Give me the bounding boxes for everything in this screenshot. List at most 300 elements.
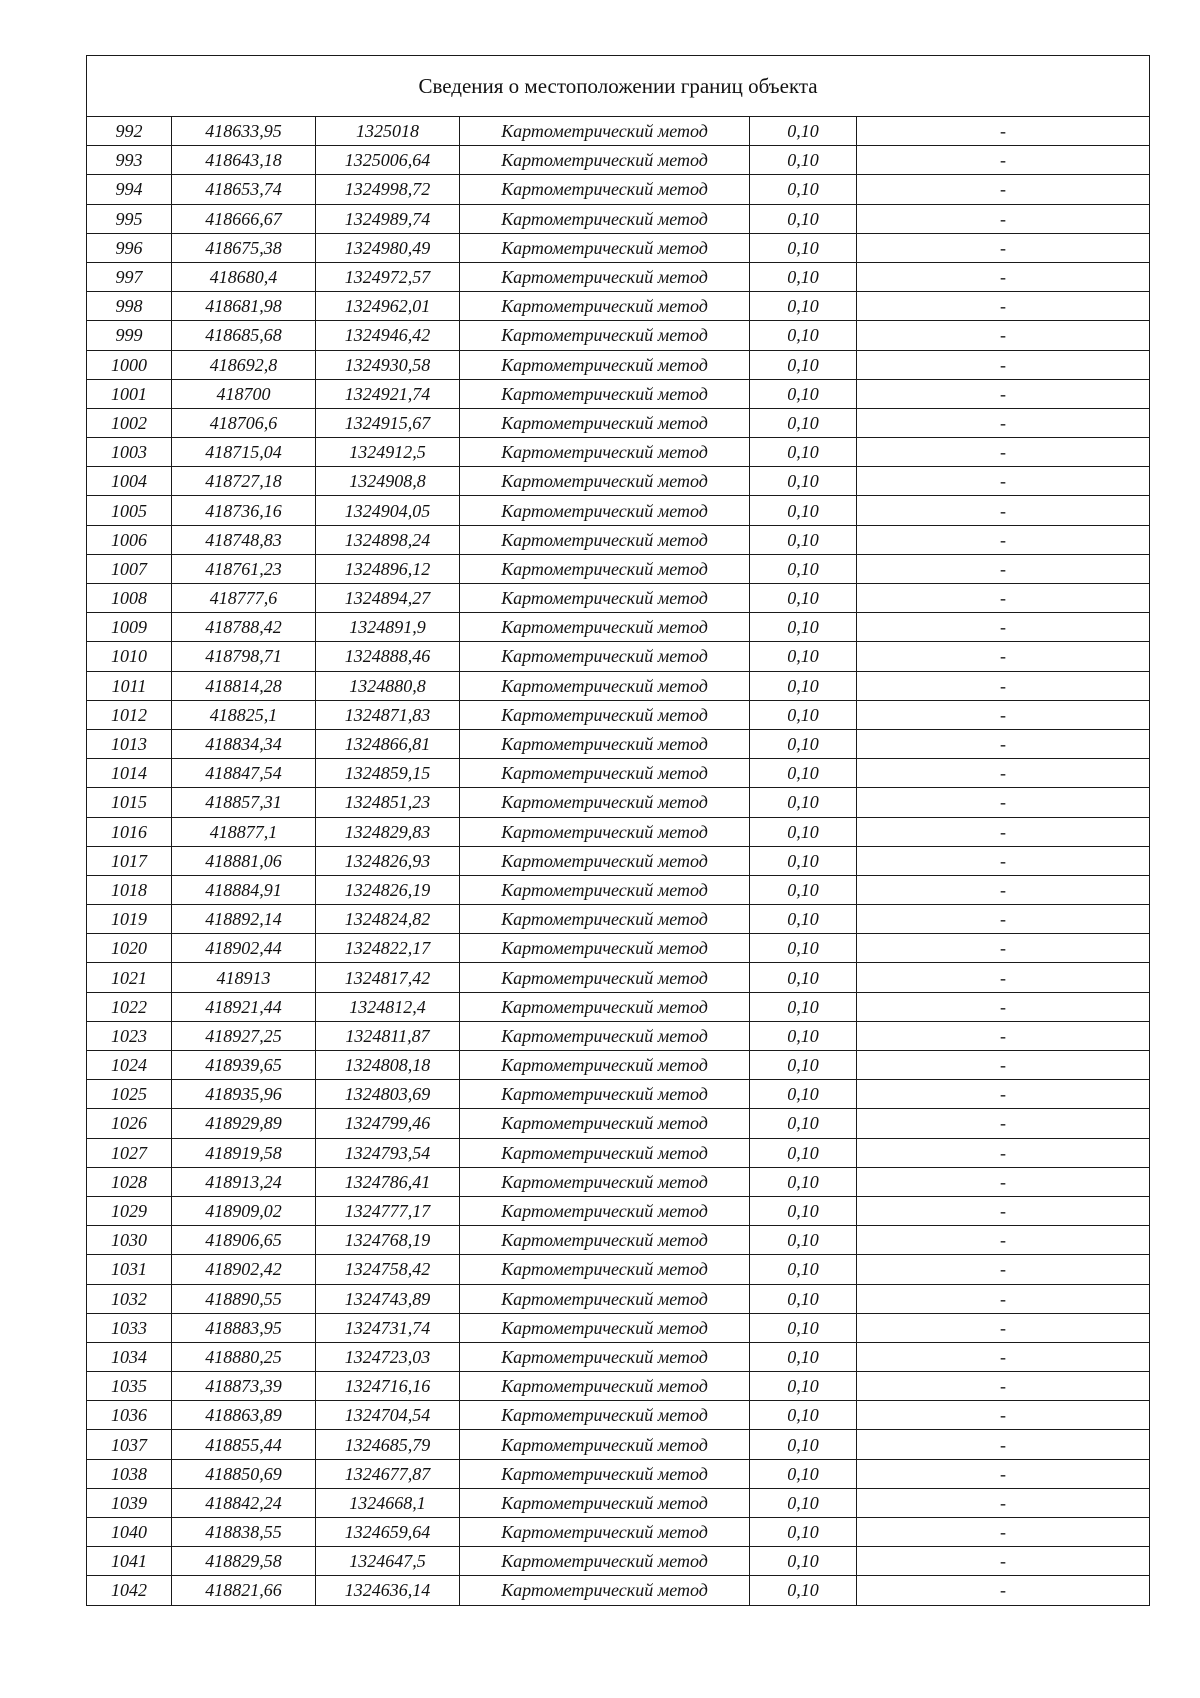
method-cell: Картометрический метод bbox=[460, 1167, 750, 1196]
description-cell: - bbox=[857, 554, 1150, 583]
x-coordinate-cell: 418761,23 bbox=[172, 554, 316, 583]
y-coordinate-cell: 1324904,05 bbox=[316, 496, 460, 525]
accuracy-cell: 0,10 bbox=[750, 1051, 857, 1080]
description-cell: - bbox=[857, 1109, 1150, 1138]
method-cell: Картометрический метод bbox=[460, 1459, 750, 1488]
description-cell: - bbox=[857, 175, 1150, 204]
point-number-cell: 1007 bbox=[87, 554, 172, 583]
description-cell: - bbox=[857, 1576, 1150, 1605]
description-cell: - bbox=[857, 1051, 1150, 1080]
method-cell: Картометрический метод bbox=[460, 175, 750, 204]
accuracy-cell: 0,10 bbox=[750, 408, 857, 437]
accuracy-cell: 0,10 bbox=[750, 1080, 857, 1109]
point-number-cell: 1041 bbox=[87, 1547, 172, 1576]
accuracy-cell: 0,10 bbox=[750, 963, 857, 992]
accuracy-cell: 0,10 bbox=[750, 613, 857, 642]
accuracy-cell: 0,10 bbox=[750, 1430, 857, 1459]
x-coordinate-cell: 418913,24 bbox=[172, 1167, 316, 1196]
x-coordinate-cell: 418913 bbox=[172, 963, 316, 992]
method-cell: Картометрический метод bbox=[460, 963, 750, 992]
accuracy-cell: 0,10 bbox=[750, 846, 857, 875]
y-coordinate-cell: 1324894,27 bbox=[316, 584, 460, 613]
table-row bbox=[87, 759, 1150, 788]
point-number-cell: 1006 bbox=[87, 525, 172, 554]
accuracy-cell: 0,10 bbox=[750, 1342, 857, 1371]
x-coordinate-cell: 418643,18 bbox=[172, 146, 316, 175]
method-cell: Картометрический метод bbox=[460, 292, 750, 321]
y-coordinate-cell: 1324731,74 bbox=[316, 1313, 460, 1342]
y-coordinate-cell: 1324786,41 bbox=[316, 1167, 460, 1196]
method-cell: Картометрический метод bbox=[460, 992, 750, 1021]
description-cell: - bbox=[857, 759, 1150, 788]
table-row bbox=[87, 963, 1150, 992]
description-cell: - bbox=[857, 379, 1150, 408]
accuracy-cell: 0,10 bbox=[750, 1284, 857, 1313]
x-coordinate-cell: 418675,38 bbox=[172, 233, 316, 262]
y-coordinate-cell: 1324685,79 bbox=[316, 1430, 460, 1459]
method-cell: Картометрический метод bbox=[460, 379, 750, 408]
description-cell: - bbox=[857, 817, 1150, 846]
point-number-cell: 1014 bbox=[87, 759, 172, 788]
point-number-cell: 1023 bbox=[87, 1021, 172, 1050]
y-coordinate-cell: 1324989,74 bbox=[316, 204, 460, 233]
x-coordinate-cell: 418777,6 bbox=[172, 584, 316, 613]
description-cell: - bbox=[857, 642, 1150, 671]
table-row bbox=[87, 350, 1150, 379]
accuracy-cell: 0,10 bbox=[750, 467, 857, 496]
accuracy-cell: 0,10 bbox=[750, 817, 857, 846]
point-number-cell: 1012 bbox=[87, 700, 172, 729]
y-coordinate-cell: 1324824,82 bbox=[316, 905, 460, 934]
accuracy-cell: 0,10 bbox=[750, 1167, 857, 1196]
method-cell: Картометрический метод bbox=[460, 467, 750, 496]
description-cell: - bbox=[857, 1138, 1150, 1167]
y-coordinate-cell: 1324803,69 bbox=[316, 1080, 460, 1109]
point-number-cell: 1001 bbox=[87, 379, 172, 408]
method-cell: Картометрический метод bbox=[460, 817, 750, 846]
table-row bbox=[87, 1109, 1150, 1138]
method-cell: Картометрический метод bbox=[460, 1284, 750, 1313]
table-row bbox=[87, 613, 1150, 642]
y-coordinate-cell: 1324793,54 bbox=[316, 1138, 460, 1167]
table-row bbox=[87, 438, 1150, 467]
point-number-cell: 1008 bbox=[87, 584, 172, 613]
x-coordinate-cell: 418892,14 bbox=[172, 905, 316, 934]
x-coordinate-cell: 418929,89 bbox=[172, 1109, 316, 1138]
description-cell: - bbox=[857, 963, 1150, 992]
x-coordinate-cell: 418863,89 bbox=[172, 1401, 316, 1430]
point-number-cell: 1035 bbox=[87, 1372, 172, 1401]
table-row bbox=[87, 642, 1150, 671]
description-cell: - bbox=[857, 1196, 1150, 1225]
x-coordinate-cell: 418681,98 bbox=[172, 292, 316, 321]
table-row bbox=[87, 1518, 1150, 1547]
description-cell: - bbox=[857, 117, 1150, 146]
table-row bbox=[87, 1313, 1150, 1342]
method-cell: Картометрический метод bbox=[460, 262, 750, 291]
table-row bbox=[87, 233, 1150, 262]
table-title-row bbox=[87, 56, 1150, 117]
description-cell: - bbox=[857, 729, 1150, 758]
x-coordinate-cell: 418919,58 bbox=[172, 1138, 316, 1167]
description-cell: - bbox=[857, 671, 1150, 700]
point-number-cell: 1016 bbox=[87, 817, 172, 846]
point-number-cell: 1028 bbox=[87, 1167, 172, 1196]
y-coordinate-cell: 1324930,58 bbox=[316, 350, 460, 379]
x-coordinate-cell: 418890,55 bbox=[172, 1284, 316, 1313]
x-coordinate-cell: 418825,1 bbox=[172, 700, 316, 729]
method-cell: Картометрический метод bbox=[460, 496, 750, 525]
description-cell: - bbox=[857, 467, 1150, 496]
point-number-cell: 1013 bbox=[87, 729, 172, 758]
description-cell: - bbox=[857, 905, 1150, 934]
y-coordinate-cell: 1324898,24 bbox=[316, 525, 460, 554]
point-number-cell: 998 bbox=[87, 292, 172, 321]
point-number-cell: 1024 bbox=[87, 1051, 172, 1080]
table-title: Сведения о местоположении границ объекта bbox=[87, 56, 1150, 117]
accuracy-cell: 0,10 bbox=[750, 1021, 857, 1050]
x-coordinate-cell: 418798,71 bbox=[172, 642, 316, 671]
description-cell: - bbox=[857, 233, 1150, 262]
table-row bbox=[87, 1342, 1150, 1371]
y-coordinate-cell: 1325006,64 bbox=[316, 146, 460, 175]
boundary-coordinates-table bbox=[86, 55, 1150, 1606]
point-number-cell: 1011 bbox=[87, 671, 172, 700]
accuracy-cell: 0,10 bbox=[750, 1488, 857, 1517]
description-cell: - bbox=[857, 204, 1150, 233]
method-cell: Картометрический метод bbox=[460, 204, 750, 233]
y-coordinate-cell: 1324768,19 bbox=[316, 1226, 460, 1255]
accuracy-cell: 0,10 bbox=[750, 875, 857, 904]
accuracy-cell: 0,10 bbox=[750, 1196, 857, 1225]
table-row bbox=[87, 204, 1150, 233]
accuracy-cell: 0,10 bbox=[750, 1459, 857, 1488]
x-coordinate-cell: 418873,39 bbox=[172, 1372, 316, 1401]
x-coordinate-cell: 418883,95 bbox=[172, 1313, 316, 1342]
point-number-cell: 1017 bbox=[87, 846, 172, 875]
accuracy-cell: 0,10 bbox=[750, 1372, 857, 1401]
table-row bbox=[87, 934, 1150, 963]
method-cell: Картометрический метод bbox=[460, 905, 750, 934]
x-coordinate-cell: 418727,18 bbox=[172, 467, 316, 496]
description-cell: - bbox=[857, 788, 1150, 817]
point-number-cell: 1018 bbox=[87, 875, 172, 904]
point-number-cell: 1034 bbox=[87, 1342, 172, 1371]
table-row bbox=[87, 1167, 1150, 1196]
description-cell: - bbox=[857, 146, 1150, 175]
method-cell: Картометрический метод bbox=[460, 642, 750, 671]
table-row bbox=[87, 292, 1150, 321]
table-row bbox=[87, 1284, 1150, 1313]
description-cell: - bbox=[857, 700, 1150, 729]
description-cell: - bbox=[857, 408, 1150, 437]
accuracy-cell: 0,10 bbox=[750, 496, 857, 525]
method-cell: Картометрический метод bbox=[460, 438, 750, 467]
y-coordinate-cell: 1324962,01 bbox=[316, 292, 460, 321]
y-coordinate-cell: 1324758,42 bbox=[316, 1255, 460, 1284]
table-row bbox=[87, 408, 1150, 437]
method-cell: Картометрический метод bbox=[460, 1547, 750, 1576]
x-coordinate-cell: 418715,04 bbox=[172, 438, 316, 467]
method-cell: Картометрический метод bbox=[460, 1488, 750, 1517]
table-row bbox=[87, 467, 1150, 496]
y-coordinate-cell: 1324822,17 bbox=[316, 934, 460, 963]
x-coordinate-cell: 418842,24 bbox=[172, 1488, 316, 1517]
point-number-cell: 1015 bbox=[87, 788, 172, 817]
x-coordinate-cell: 418939,65 bbox=[172, 1051, 316, 1080]
accuracy-cell: 0,10 bbox=[750, 992, 857, 1021]
method-cell: Картометрический метод bbox=[460, 525, 750, 554]
method-cell: Картометрический метод bbox=[460, 1226, 750, 1255]
description-cell: - bbox=[857, 1255, 1150, 1284]
x-coordinate-cell: 418821,66 bbox=[172, 1576, 316, 1605]
accuracy-cell: 0,10 bbox=[750, 233, 857, 262]
point-number-cell: 1025 bbox=[87, 1080, 172, 1109]
method-cell: Картометрический метод bbox=[460, 846, 750, 875]
description-cell: - bbox=[857, 1167, 1150, 1196]
description-cell: - bbox=[857, 992, 1150, 1021]
accuracy-cell: 0,10 bbox=[750, 700, 857, 729]
y-coordinate-cell: 1324998,72 bbox=[316, 175, 460, 204]
description-cell: - bbox=[857, 1430, 1150, 1459]
method-cell: Картометрический метод bbox=[460, 233, 750, 262]
x-coordinate-cell: 418814,28 bbox=[172, 671, 316, 700]
table-row bbox=[87, 117, 1150, 146]
table-row bbox=[87, 992, 1150, 1021]
method-cell: Картометрический метод bbox=[460, 321, 750, 350]
method-cell: Картометрический метод bbox=[460, 1518, 750, 1547]
method-cell: Картометрический метод bbox=[460, 875, 750, 904]
y-coordinate-cell: 1324946,42 bbox=[316, 321, 460, 350]
method-cell: Картометрический метод bbox=[460, 1255, 750, 1284]
method-cell: Картометрический метод bbox=[460, 729, 750, 758]
y-coordinate-cell: 1324826,19 bbox=[316, 875, 460, 904]
point-number-cell: 1040 bbox=[87, 1518, 172, 1547]
accuracy-cell: 0,10 bbox=[750, 1401, 857, 1430]
accuracy-cell: 0,10 bbox=[750, 525, 857, 554]
accuracy-cell: 0,10 bbox=[750, 642, 857, 671]
y-coordinate-cell: 1324888,46 bbox=[316, 642, 460, 671]
point-number-cell: 1019 bbox=[87, 905, 172, 934]
method-cell: Картометрический метод bbox=[460, 613, 750, 642]
y-coordinate-cell: 1324811,87 bbox=[316, 1021, 460, 1050]
method-cell: Картометрический метод bbox=[460, 700, 750, 729]
point-number-cell: 1032 bbox=[87, 1284, 172, 1313]
x-coordinate-cell: 418706,6 bbox=[172, 408, 316, 437]
accuracy-cell: 0,10 bbox=[750, 729, 857, 758]
x-coordinate-cell: 418927,25 bbox=[172, 1021, 316, 1050]
y-coordinate-cell: 1324859,15 bbox=[316, 759, 460, 788]
description-cell: - bbox=[857, 1518, 1150, 1547]
x-coordinate-cell: 418850,69 bbox=[172, 1459, 316, 1488]
x-coordinate-cell: 418935,96 bbox=[172, 1080, 316, 1109]
accuracy-cell: 0,10 bbox=[750, 204, 857, 233]
method-cell: Картометрический метод bbox=[460, 408, 750, 437]
description-cell: - bbox=[857, 262, 1150, 291]
y-coordinate-cell: 1324812,4 bbox=[316, 992, 460, 1021]
method-cell: Картометрический метод bbox=[460, 671, 750, 700]
table-row bbox=[87, 1430, 1150, 1459]
table-row bbox=[87, 1576, 1150, 1605]
accuracy-cell: 0,10 bbox=[750, 554, 857, 583]
y-coordinate-cell: 1324704,54 bbox=[316, 1401, 460, 1430]
x-coordinate-cell: 418700 bbox=[172, 379, 316, 408]
method-cell: Картометрический метод bbox=[460, 554, 750, 583]
method-cell: Картометрический метод bbox=[460, 1401, 750, 1430]
x-coordinate-cell: 418881,06 bbox=[172, 846, 316, 875]
y-coordinate-cell: 1324851,23 bbox=[316, 788, 460, 817]
accuracy-cell: 0,10 bbox=[750, 321, 857, 350]
x-coordinate-cell: 418906,65 bbox=[172, 1226, 316, 1255]
method-cell: Картометрический метод bbox=[460, 1313, 750, 1342]
x-coordinate-cell: 418902,44 bbox=[172, 934, 316, 963]
table-row bbox=[87, 1488, 1150, 1517]
table-row bbox=[87, 175, 1150, 204]
point-number-cell: 1002 bbox=[87, 408, 172, 437]
y-coordinate-cell: 1324716,16 bbox=[316, 1372, 460, 1401]
table-row bbox=[87, 817, 1150, 846]
point-number-cell: 1031 bbox=[87, 1255, 172, 1284]
method-cell: Картометрический метод bbox=[460, 759, 750, 788]
method-cell: Картометрический метод bbox=[460, 146, 750, 175]
y-coordinate-cell: 1324912,5 bbox=[316, 438, 460, 467]
description-cell: - bbox=[857, 584, 1150, 613]
y-coordinate-cell: 1324808,18 bbox=[316, 1051, 460, 1080]
table-row bbox=[87, 875, 1150, 904]
description-cell: - bbox=[857, 1547, 1150, 1576]
y-coordinate-cell: 1324668,1 bbox=[316, 1488, 460, 1517]
accuracy-cell: 0,10 bbox=[750, 379, 857, 408]
accuracy-cell: 0,10 bbox=[750, 175, 857, 204]
y-coordinate-cell: 1324908,8 bbox=[316, 467, 460, 496]
method-cell: Картометрический метод bbox=[460, 1080, 750, 1109]
table-row bbox=[87, 905, 1150, 934]
table-row bbox=[87, 1547, 1150, 1576]
x-coordinate-cell: 418748,83 bbox=[172, 525, 316, 554]
description-cell: - bbox=[857, 875, 1150, 904]
description-cell: - bbox=[857, 1313, 1150, 1342]
table-row bbox=[87, 788, 1150, 817]
accuracy-cell: 0,10 bbox=[750, 934, 857, 963]
y-coordinate-cell: 1324871,83 bbox=[316, 700, 460, 729]
method-cell: Картометрический метод bbox=[460, 117, 750, 146]
method-cell: Картометрический метод bbox=[460, 1430, 750, 1459]
point-number-cell: 1039 bbox=[87, 1488, 172, 1517]
table-row bbox=[87, 1401, 1150, 1430]
accuracy-cell: 0,10 bbox=[750, 292, 857, 321]
description-cell: - bbox=[857, 525, 1150, 554]
description-cell: - bbox=[857, 846, 1150, 875]
y-coordinate-cell: 1324866,81 bbox=[316, 729, 460, 758]
x-coordinate-cell: 418909,02 bbox=[172, 1196, 316, 1225]
accuracy-cell: 0,10 bbox=[750, 1313, 857, 1342]
x-coordinate-cell: 418847,54 bbox=[172, 759, 316, 788]
table-row bbox=[87, 1021, 1150, 1050]
point-number-cell: 993 bbox=[87, 146, 172, 175]
point-number-cell: 1026 bbox=[87, 1109, 172, 1138]
y-coordinate-cell: 1324743,89 bbox=[316, 1284, 460, 1313]
point-number-cell: 1027 bbox=[87, 1138, 172, 1167]
x-coordinate-cell: 418880,25 bbox=[172, 1342, 316, 1371]
table-row bbox=[87, 1459, 1150, 1488]
point-number-cell: 1004 bbox=[87, 467, 172, 496]
point-number-cell: 992 bbox=[87, 117, 172, 146]
method-cell: Картометрический метод bbox=[460, 788, 750, 817]
x-coordinate-cell: 418834,34 bbox=[172, 729, 316, 758]
table-row bbox=[87, 1080, 1150, 1109]
y-coordinate-cell: 1324829,83 bbox=[316, 817, 460, 846]
point-number-cell: 1029 bbox=[87, 1196, 172, 1225]
point-number-cell: 1021 bbox=[87, 963, 172, 992]
point-number-cell: 1000 bbox=[87, 350, 172, 379]
y-coordinate-cell: 1324896,12 bbox=[316, 554, 460, 583]
x-coordinate-cell: 418653,74 bbox=[172, 175, 316, 204]
y-coordinate-cell: 1324891,9 bbox=[316, 613, 460, 642]
point-number-cell: 999 bbox=[87, 321, 172, 350]
description-cell: - bbox=[857, 438, 1150, 467]
point-number-cell: 1003 bbox=[87, 438, 172, 467]
method-cell: Картометрический метод bbox=[460, 1138, 750, 1167]
point-number-cell: 1005 bbox=[87, 496, 172, 525]
accuracy-cell: 0,10 bbox=[750, 584, 857, 613]
table-body bbox=[87, 117, 1150, 1606]
point-number-cell: 1036 bbox=[87, 1401, 172, 1430]
description-cell: - bbox=[857, 321, 1150, 350]
point-number-cell: 1042 bbox=[87, 1576, 172, 1605]
point-number-cell: 1037 bbox=[87, 1430, 172, 1459]
description-cell: - bbox=[857, 1372, 1150, 1401]
x-coordinate-cell: 418855,44 bbox=[172, 1430, 316, 1459]
description-cell: - bbox=[857, 292, 1150, 321]
description-cell: - bbox=[857, 350, 1150, 379]
accuracy-cell: 0,10 bbox=[750, 905, 857, 934]
table-row bbox=[87, 729, 1150, 758]
y-coordinate-cell: 1324980,49 bbox=[316, 233, 460, 262]
table-row bbox=[87, 1226, 1150, 1255]
description-cell: - bbox=[857, 934, 1150, 963]
x-coordinate-cell: 418736,16 bbox=[172, 496, 316, 525]
point-number-cell: 1030 bbox=[87, 1226, 172, 1255]
point-number-cell: 1022 bbox=[87, 992, 172, 1021]
x-coordinate-cell: 418884,91 bbox=[172, 875, 316, 904]
x-coordinate-cell: 418666,67 bbox=[172, 204, 316, 233]
y-coordinate-cell: 1324817,42 bbox=[316, 963, 460, 992]
table-row bbox=[87, 525, 1150, 554]
method-cell: Картометрический метод bbox=[460, 350, 750, 379]
accuracy-cell: 0,10 bbox=[750, 1226, 857, 1255]
description-cell: - bbox=[857, 613, 1150, 642]
y-coordinate-cell: 1325018 bbox=[316, 117, 460, 146]
x-coordinate-cell: 418877,1 bbox=[172, 817, 316, 846]
table-row bbox=[87, 1372, 1150, 1401]
accuracy-cell: 0,10 bbox=[750, 759, 857, 788]
y-coordinate-cell: 1324723,03 bbox=[316, 1342, 460, 1371]
accuracy-cell: 0,10 bbox=[750, 1518, 857, 1547]
table-row bbox=[87, 321, 1150, 350]
y-coordinate-cell: 1324659,64 bbox=[316, 1518, 460, 1547]
point-number-cell: 1010 bbox=[87, 642, 172, 671]
accuracy-cell: 0,10 bbox=[750, 1138, 857, 1167]
accuracy-cell: 0,10 bbox=[750, 117, 857, 146]
x-coordinate-cell: 418680,4 bbox=[172, 262, 316, 291]
method-cell: Картометрический метод bbox=[460, 1051, 750, 1080]
point-number-cell: 1038 bbox=[87, 1459, 172, 1488]
y-coordinate-cell: 1324677,87 bbox=[316, 1459, 460, 1488]
x-coordinate-cell: 418902,42 bbox=[172, 1255, 316, 1284]
point-number-cell: 996 bbox=[87, 233, 172, 262]
table-row bbox=[87, 262, 1150, 291]
y-coordinate-cell: 1324921,74 bbox=[316, 379, 460, 408]
